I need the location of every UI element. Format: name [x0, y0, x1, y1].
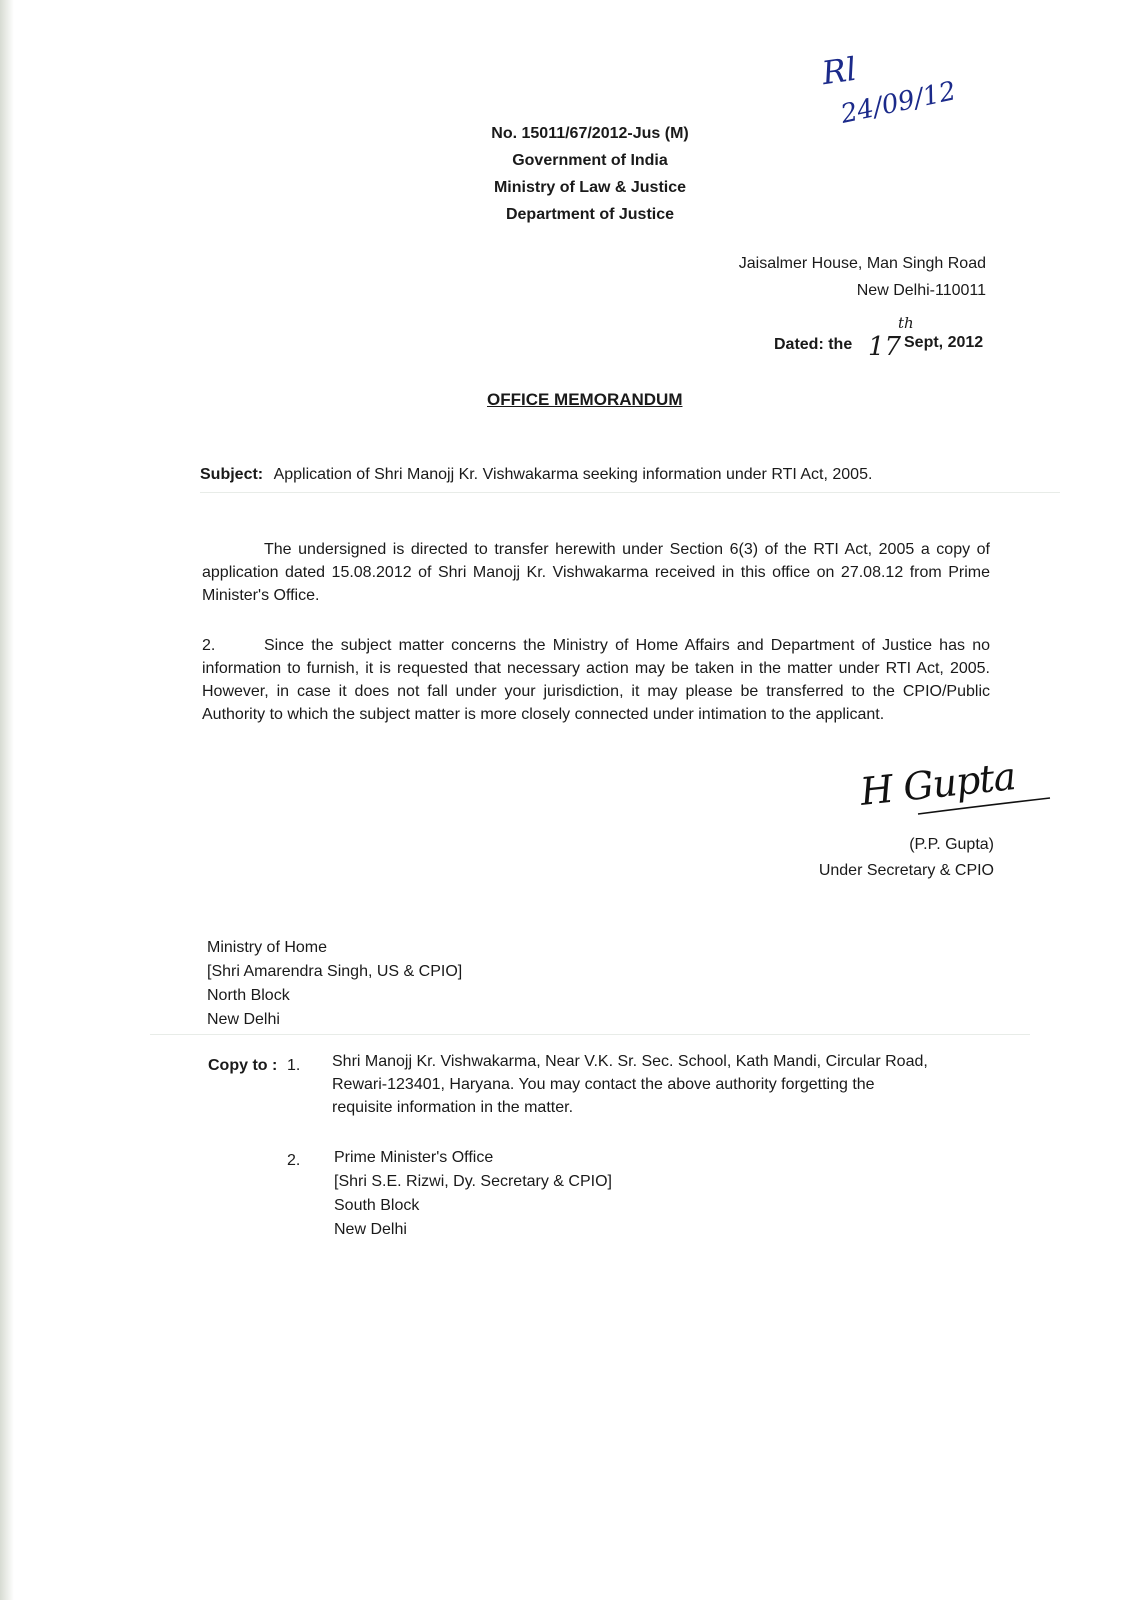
- paragraph-2: [202, 634, 990, 726]
- copy-to-label: Copy to :: [208, 1057, 278, 1074]
- copy-item-2-line-1: Prime Minister's Office: [334, 1149, 494, 1166]
- signature: [858, 754, 1060, 832]
- handwritten-day: 17: [868, 332, 902, 362]
- department-name: Department of Justice: [505, 206, 675, 223]
- address-line-1: Jaisalmer House, Man Singh Road: [738, 255, 986, 272]
- signatory-block: [700, 832, 994, 884]
- letterhead: [440, 120, 740, 228]
- signature-underline: [860, 762, 1060, 832]
- copy-item-1-line-1: Shri Manojj Kr. Vishwakarma, Near V.K. Sr. Sec. School, Kath Mandi, Circular Road,: [332, 1053, 928, 1070]
- copy-item-2-number: 2.: [287, 1152, 301, 1169]
- recipient-address: [207, 936, 462, 1032]
- copy-item-1-line-2: Rewari-123401, Haryana. You may contact the above authority forgetting the: [332, 1076, 875, 1093]
- recipient-line-2: [Shri Amarendra Singh, US & CPIO]: [207, 963, 463, 980]
- date-prefix: Dated: the: [774, 336, 853, 353]
- government-name: Government of India: [512, 152, 668, 169]
- date-line: [774, 314, 988, 362]
- copy-item-2-line-3: South Block: [334, 1197, 420, 1214]
- signatory-name: (P.P. Gupta): [909, 836, 994, 853]
- copy-item-1: [332, 1050, 992, 1119]
- signature-scribble: H Gupta: [858, 754, 1018, 814]
- paragraph-2-number: 2.: [202, 637, 216, 654]
- scan-edge-shadow: [0, 0, 14, 1600]
- scan-artifact-line: [200, 492, 1060, 493]
- ministry-name: Ministry of Law & Justice: [493, 179, 687, 196]
- scan-artifact-line: [150, 1034, 1030, 1035]
- date-month-year: Sept, 2012: [904, 334, 984, 351]
- paragraph-1: The undersigned is directed to transfer herewith under Section 6(3) of the RTI Act, 2005 a copy of application dated 15.08.2012 of Shri Manojj Kr. Vishwakarma received in this office on 27.08.12 from Prime Minister's Office.: [202, 541, 990, 604]
- memo-title: OFFICE MEMORANDUM: [487, 390, 683, 409]
- address-line-2: New Delhi-110011: [856, 282, 986, 299]
- file-number: No. 15011/67/2012-Jus (M): [491, 125, 689, 142]
- handwritten-date: 24/09/12: [838, 76, 959, 130]
- recipient-line-1: Ministry of Home: [207, 939, 328, 956]
- copy-item-1-line-3: requisite information in the matter.: [332, 1099, 574, 1116]
- copy-item-2-line-2: [Shri S.E. Rizwi, Dy. Secretary & CPIO]: [334, 1173, 612, 1190]
- recipient-line-3: North Block: [207, 987, 290, 1004]
- copy-item-2: [334, 1146, 612, 1242]
- recipient-line-4: New Delhi: [207, 1011, 280, 1028]
- copy-item-2-line-4: New Delhi: [334, 1221, 407, 1238]
- signatory-designation: Under Secretary & CPIO: [818, 862, 994, 879]
- subject-line: [200, 466, 1000, 484]
- subject-label: Subject:: [200, 466, 264, 483]
- handwritten-day-suffix: th: [898, 314, 914, 332]
- paragraph-2-text: Since the subject matter concerns the Ministry of Home Affairs and Department of Justice has no information to furnish, it is requested that necessary action may be taken in the matter under RTI Act, 2005. However, in case it does not fall under your jurisdiction, it may please be transferred to the CPIO/Public Authority to which the subject matter is more closely connected under intimation to the applicant.: [202, 637, 990, 723]
- subject-text: Application of Shri Manojj Kr. Vishwakarma seeking information under RTI Act, 2005.: [273, 466, 873, 483]
- office-address: [640, 250, 986, 304]
- handwritten-initials: Rl: [819, 49, 859, 93]
- copy-item-1-number: 1.: [287, 1057, 301, 1074]
